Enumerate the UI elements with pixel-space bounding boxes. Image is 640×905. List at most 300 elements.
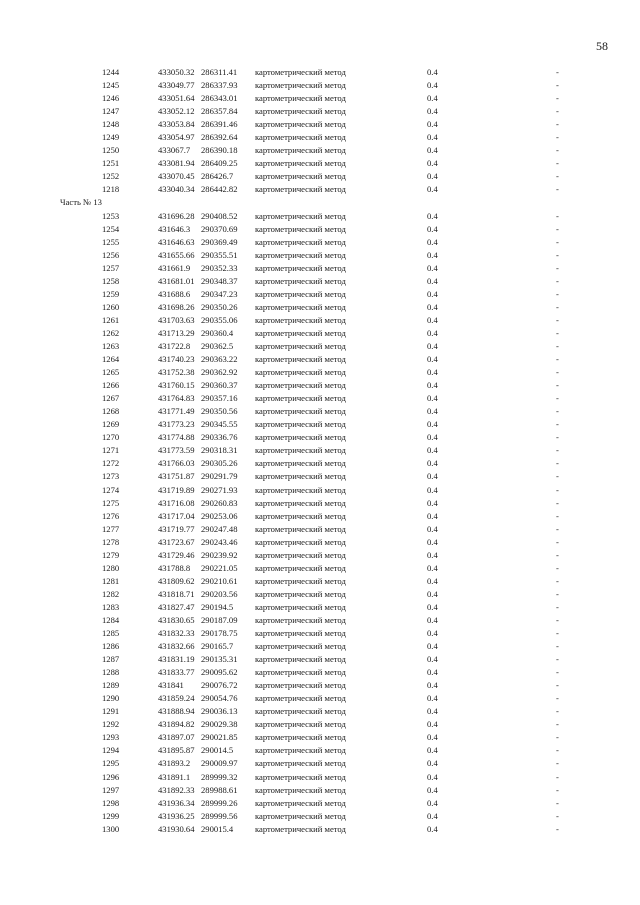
method-cell: картометрический метод: [255, 249, 346, 260]
table-row: [0, 731, 640, 744]
empty-cell-dash: -: [556, 536, 559, 547]
method-cell: картометрический метод: [255, 340, 346, 351]
method-cell: картометрический метод: [255, 536, 346, 547]
x-coordinate: 431719.89: [158, 484, 195, 495]
method-cell: картометрический метод: [255, 406, 346, 417]
empty-cell-dash: -: [556, 354, 559, 365]
accuracy-cell: 0.4: [427, 432, 438, 443]
point-number: 1278: [102, 536, 120, 547]
accuracy-cell: 0.4: [427, 667, 438, 678]
y-coordinate: 290029.38: [201, 719, 238, 730]
method-cell: картометрический метод: [255, 667, 346, 678]
accuracy-cell: 0.4: [427, 288, 438, 299]
y-coordinate: 290305.26: [201, 458, 238, 469]
empty-cell-dash: -: [556, 667, 559, 678]
y-coordinate: 290318.31: [201, 445, 238, 456]
y-coordinate: 290054.76: [201, 693, 238, 704]
accuracy-cell: 0.4: [427, 693, 438, 704]
y-coordinate: 286392.64: [201, 132, 238, 143]
accuracy-cell: 0.4: [427, 601, 438, 612]
y-coordinate: 290355.51: [201, 249, 238, 260]
y-coordinate: 290360.4: [201, 327, 234, 338]
x-coordinate: 433081.94: [158, 158, 195, 169]
x-coordinate: 431723.67: [158, 536, 195, 547]
accuracy-cell: 0.4: [427, 719, 438, 730]
method-cell: картометрический метод: [255, 771, 346, 782]
y-coordinate: 290352.33: [201, 262, 238, 273]
method-cell: картометрический метод: [255, 354, 346, 365]
x-coordinate: 433067.7: [158, 145, 191, 156]
table-row: [0, 314, 640, 327]
empty-cell-dash: -: [556, 784, 559, 795]
table-row: [0, 223, 640, 236]
table-row: [0, 405, 640, 418]
point-number: 1287: [102, 654, 120, 665]
method-cell: картометрический метод: [255, 575, 346, 586]
empty-cell-dash: -: [556, 628, 559, 639]
table-row: [0, 118, 640, 131]
point-number: 1297: [102, 784, 120, 795]
method-cell: картометрический метод: [255, 380, 346, 391]
method-cell: картометрический метод: [255, 458, 346, 469]
accuracy-cell: 0.4: [427, 562, 438, 573]
point-number: 1251: [102, 158, 120, 169]
accuracy-cell: 0.4: [427, 419, 438, 430]
empty-cell-dash: -: [556, 614, 559, 625]
x-coordinate: 431703.63: [158, 314, 195, 325]
empty-cell-dash: -: [556, 406, 559, 417]
empty-cell-dash: -: [556, 210, 559, 221]
x-coordinate: 431696.28: [158, 210, 195, 221]
point-number: 1263: [102, 340, 120, 351]
method-cell: картометрический метод: [255, 693, 346, 704]
method-cell: картометрический метод: [255, 588, 346, 599]
x-coordinate: 431773.23: [158, 419, 195, 430]
empty-cell-dash: -: [556, 706, 559, 717]
method-cell: картометрический метод: [255, 797, 346, 808]
y-coordinate: 286337.93: [201, 80, 238, 91]
y-coordinate: 289988.61: [201, 784, 238, 795]
method-cell: картометрический метод: [255, 523, 346, 534]
empty-cell-dash: -: [556, 288, 559, 299]
part-heading-row: [0, 196, 640, 209]
accuracy-cell: 0.4: [427, 706, 438, 717]
accuracy-cell: 0.4: [427, 184, 438, 195]
table-row: [0, 588, 640, 601]
empty-cell-dash: -: [556, 262, 559, 273]
empty-cell-dash: -: [556, 380, 559, 391]
table-row: [0, 536, 640, 549]
accuracy-cell: 0.4: [427, 614, 438, 625]
y-coordinate: 290336.76: [201, 432, 238, 443]
accuracy-cell: 0.4: [427, 628, 438, 639]
y-coordinate: 290009.97: [201, 758, 238, 769]
x-coordinate: 431740.23: [158, 354, 195, 365]
empty-cell-dash: -: [556, 132, 559, 143]
table-row: [0, 705, 640, 718]
x-coordinate: 431930.64: [158, 823, 195, 834]
method-cell: картометрический метод: [255, 471, 346, 482]
x-coordinate: 431818.71: [158, 588, 195, 599]
y-coordinate: 290360.37: [201, 380, 238, 391]
accuracy-cell: 0.4: [427, 784, 438, 795]
point-number: 1262: [102, 327, 120, 338]
empty-cell-dash: -: [556, 719, 559, 730]
table-row: [0, 549, 640, 562]
point-number: 1261: [102, 314, 120, 325]
y-coordinate: 286442.82: [201, 184, 238, 195]
accuracy-cell: 0.4: [427, 406, 438, 417]
accuracy-cell: 0.4: [427, 314, 438, 325]
x-coordinate: 431809.62: [158, 575, 195, 586]
method-cell: картометрический метод: [255, 745, 346, 756]
point-number: 1259: [102, 288, 120, 299]
accuracy-cell: 0.4: [427, 132, 438, 143]
x-coordinate: 433052.12: [158, 106, 195, 117]
point-number: 1267: [102, 393, 120, 404]
y-coordinate: 290076.72: [201, 680, 238, 691]
point-number: 1294: [102, 745, 120, 756]
accuracy-cell: 0.4: [427, 536, 438, 547]
empty-cell-dash: -: [556, 471, 559, 482]
x-coordinate: 431771.49: [158, 406, 195, 417]
y-coordinate: 290370.69: [201, 223, 238, 234]
y-coordinate: 290095.62: [201, 667, 238, 678]
method-cell: картометрический метод: [255, 732, 346, 743]
x-coordinate: 431688.6: [158, 288, 191, 299]
table-row: [0, 288, 640, 301]
method-cell: картометрический метод: [255, 706, 346, 717]
empty-cell-dash: -: [556, 106, 559, 117]
empty-cell-dash: -: [556, 641, 559, 652]
x-coordinate: 431832.33: [158, 628, 195, 639]
empty-cell-dash: -: [556, 67, 559, 77]
x-coordinate: 431788.8: [158, 562, 191, 573]
accuracy-cell: 0.4: [427, 262, 438, 273]
table-row: [0, 523, 640, 536]
point-number: 1280: [102, 562, 120, 573]
point-number: 1264: [102, 354, 120, 365]
y-coordinate: 290165.7: [201, 641, 234, 652]
accuracy-cell: 0.4: [427, 119, 438, 130]
method-cell: картометрический метод: [255, 614, 346, 625]
x-coordinate: 431661.9: [158, 262, 191, 273]
method-cell: картометрический метод: [255, 288, 346, 299]
method-cell: картометрический метод: [255, 314, 346, 325]
x-coordinate: 433050.32: [158, 67, 195, 77]
y-coordinate: 290194.5: [201, 601, 234, 612]
y-coordinate: 290357.16: [201, 393, 238, 404]
point-number: 1279: [102, 549, 120, 560]
table-row: [0, 510, 640, 523]
x-coordinate: 431892.33: [158, 784, 195, 795]
table-row: [0, 157, 640, 170]
accuracy-cell: 0.4: [427, 523, 438, 534]
y-coordinate: 286311.41: [201, 67, 238, 77]
accuracy-cell: 0.4: [427, 771, 438, 782]
table-row: [0, 484, 640, 497]
point-number: 1300: [102, 823, 120, 834]
y-coordinate: 289999.26: [201, 797, 238, 808]
x-coordinate: 433051.64: [158, 93, 195, 104]
empty-cell-dash: -: [556, 549, 559, 560]
accuracy-cell: 0.4: [427, 823, 438, 834]
y-coordinate: 290408.52: [201, 210, 238, 221]
table-row: [0, 653, 640, 666]
x-coordinate: 433070.45: [158, 171, 195, 182]
accuracy-cell: 0.4: [427, 106, 438, 117]
y-coordinate: 290135.31: [201, 654, 238, 665]
point-number: 1291: [102, 706, 120, 717]
point-number: 1218: [102, 184, 120, 195]
y-coordinate: 290348.37: [201, 275, 238, 286]
accuracy-cell: 0.4: [427, 732, 438, 743]
empty-cell-dash: -: [556, 797, 559, 808]
empty-cell-dash: -: [556, 249, 559, 260]
method-cell: картометрический метод: [255, 562, 346, 573]
empty-cell-dash: -: [556, 523, 559, 534]
y-coordinate: 290355.06: [201, 314, 238, 325]
point-number: 1282: [102, 588, 120, 599]
table-row: [0, 327, 640, 340]
point-number: 1273: [102, 471, 120, 482]
table-row: [0, 105, 640, 118]
point-number: 1286: [102, 641, 120, 652]
empty-cell-dash: -: [556, 393, 559, 404]
point-number: 1285: [102, 628, 120, 639]
table-row: [0, 92, 640, 105]
point-number: 1289: [102, 680, 120, 691]
y-coordinate: 290247.48: [201, 523, 238, 534]
x-coordinate: 431894.82: [158, 719, 195, 730]
x-coordinate: 431895.87: [158, 745, 195, 756]
accuracy-cell: 0.4: [427, 549, 438, 560]
accuracy-cell: 0.4: [427, 275, 438, 286]
table-row: [0, 810, 640, 823]
point-number: 1290: [102, 693, 120, 704]
y-coordinate: 290271.93: [201, 484, 238, 495]
page-number: 58: [596, 39, 608, 53]
method-cell: картометрический метод: [255, 367, 346, 378]
table-row: [0, 301, 640, 314]
x-coordinate: 431833.77: [158, 667, 195, 678]
table-row: [0, 379, 640, 392]
accuracy-cell: 0.4: [427, 588, 438, 599]
empty-cell-dash: -: [556, 654, 559, 665]
x-coordinate: 431751.87: [158, 471, 195, 482]
y-coordinate: 290243.46: [201, 536, 238, 547]
y-coordinate: 290021.85: [201, 732, 238, 743]
table-row: [0, 236, 640, 249]
x-coordinate: 431646.63: [158, 236, 195, 247]
point-number: 1245: [102, 80, 120, 91]
point-number: 1296: [102, 771, 120, 782]
point-number: 1293: [102, 732, 120, 743]
x-coordinate: 433054.97: [158, 132, 195, 143]
method-cell: картометрический метод: [255, 823, 346, 834]
point-number: 1292: [102, 719, 120, 730]
empty-cell-dash: -: [556, 458, 559, 469]
y-coordinate: 290362.92: [201, 367, 238, 378]
method-cell: картометрический метод: [255, 275, 346, 286]
x-coordinate: 431717.04: [158, 510, 195, 521]
table-row: [0, 431, 640, 444]
y-coordinate: 290178.75: [201, 628, 238, 639]
y-coordinate: 290014.5: [201, 745, 234, 756]
method-cell: картометрический метод: [255, 93, 346, 104]
accuracy-cell: 0.4: [427, 223, 438, 234]
table-row: [0, 601, 640, 614]
empty-cell-dash: -: [556, 301, 559, 312]
empty-cell-dash: -: [556, 732, 559, 743]
point-number: 1281: [102, 575, 120, 586]
x-coordinate: 431716.08: [158, 497, 195, 508]
accuracy-cell: 0.4: [427, 80, 438, 91]
method-cell: картометрический метод: [255, 419, 346, 430]
y-coordinate: 290345.55: [201, 419, 238, 430]
accuracy-cell: 0.4: [427, 301, 438, 312]
table-row: [0, 210, 640, 223]
empty-cell-dash: -: [556, 158, 559, 169]
x-coordinate: 431897.07: [158, 732, 195, 743]
table-row: [0, 66, 640, 79]
method-cell: картометрический метод: [255, 497, 346, 508]
table-row: [0, 249, 640, 262]
table-row: [0, 757, 640, 770]
point-number: 1252: [102, 171, 120, 182]
point-number: 1244: [102, 67, 120, 77]
method-cell: картометрический метод: [255, 654, 346, 665]
accuracy-cell: 0.4: [427, 484, 438, 495]
empty-cell-dash: -: [556, 497, 559, 508]
x-coordinate: 431841: [158, 680, 184, 691]
x-coordinate: 431832.66: [158, 641, 195, 652]
accuracy-cell: 0.4: [427, 354, 438, 365]
point-number: 1269: [102, 419, 120, 430]
accuracy-cell: 0.4: [427, 745, 438, 756]
table-row: [0, 744, 640, 757]
coordinates-table: [0, 66, 640, 836]
table-row: [0, 366, 640, 379]
accuracy-cell: 0.4: [427, 67, 438, 77]
x-coordinate: 431936.25: [158, 810, 195, 821]
method-cell: картометрический метод: [255, 132, 346, 143]
y-coordinate: 290203.56: [201, 588, 238, 599]
y-coordinate: 286390.18: [201, 145, 238, 156]
accuracy-cell: 0.4: [427, 445, 438, 456]
x-coordinate: 431752.38: [158, 367, 195, 378]
table-row: [0, 497, 640, 510]
x-coordinate: 431830.65: [158, 614, 195, 625]
table-row: [0, 614, 640, 627]
empty-cell-dash: -: [556, 367, 559, 378]
y-coordinate: 290362.5: [201, 340, 234, 351]
part-heading: Часть № 13: [60, 197, 102, 208]
x-coordinate: 431893.2: [158, 758, 191, 769]
y-coordinate: 286426.7: [201, 171, 234, 182]
y-coordinate: 290260.83: [201, 497, 238, 508]
point-number: 1248: [102, 119, 120, 130]
table-row: [0, 771, 640, 784]
point-number: 1295: [102, 758, 120, 769]
y-coordinate: 290187.09: [201, 614, 238, 625]
y-coordinate: 290363.22: [201, 354, 238, 365]
accuracy-cell: 0.4: [427, 249, 438, 260]
point-number: 1253: [102, 210, 120, 221]
point-number: 1257: [102, 262, 120, 273]
table-row: [0, 718, 640, 731]
table-row: [0, 692, 640, 705]
point-number: 1258: [102, 275, 120, 286]
table-row: [0, 797, 640, 810]
method-cell: картометрический метод: [255, 484, 346, 495]
accuracy-cell: 0.4: [427, 210, 438, 221]
empty-cell-dash: -: [556, 445, 559, 456]
method-cell: картометрический метод: [255, 784, 346, 795]
method-cell: картометрический метод: [255, 549, 346, 560]
empty-cell-dash: -: [556, 80, 559, 91]
empty-cell-dash: -: [556, 680, 559, 691]
accuracy-cell: 0.4: [427, 380, 438, 391]
method-cell: картометрический метод: [255, 171, 346, 182]
x-coordinate: 431719.77: [158, 523, 195, 534]
x-coordinate: 431646.3: [158, 223, 191, 234]
empty-cell-dash: -: [556, 93, 559, 104]
table-row: [0, 444, 640, 457]
x-coordinate: 431681.01: [158, 275, 195, 286]
point-number: 1272: [102, 458, 120, 469]
method-cell: картометрический метод: [255, 601, 346, 612]
method-cell: картометрический метод: [255, 810, 346, 821]
method-cell: картометрический метод: [255, 119, 346, 130]
accuracy-cell: 0.4: [427, 758, 438, 769]
method-cell: картометрический метод: [255, 80, 346, 91]
x-coordinate: 431859.24: [158, 693, 195, 704]
method-cell: картометрический метод: [255, 327, 346, 338]
method-cell: картометрический метод: [255, 510, 346, 521]
method-cell: картометрический метод: [255, 158, 346, 169]
table-row: [0, 784, 640, 797]
table-row: [0, 823, 640, 836]
empty-cell-dash: -: [556, 693, 559, 704]
empty-cell-dash: -: [556, 327, 559, 338]
x-coordinate: 431891.1: [158, 771, 191, 782]
empty-cell-dash: -: [556, 510, 559, 521]
x-coordinate: 431655.66: [158, 249, 195, 260]
y-coordinate: 290347.23: [201, 288, 238, 299]
method-cell: картометрический метод: [255, 680, 346, 691]
y-coordinate: 290350.26: [201, 301, 238, 312]
empty-cell-dash: -: [556, 758, 559, 769]
table-row: [0, 562, 640, 575]
point-number: 1246: [102, 93, 120, 104]
table-row: [0, 170, 640, 183]
y-coordinate: 290369.49: [201, 236, 238, 247]
x-coordinate: 431760.15: [158, 380, 195, 391]
accuracy-cell: 0.4: [427, 797, 438, 808]
empty-cell-dash: -: [556, 810, 559, 821]
method-cell: картометрический метод: [255, 445, 346, 456]
y-coordinate: 286343.01: [201, 93, 238, 104]
table-row: [0, 275, 640, 288]
y-coordinate: 290291.79: [201, 471, 238, 482]
point-number: 1271: [102, 445, 120, 456]
method-cell: картометрический метод: [255, 719, 346, 730]
point-number: 1270: [102, 432, 120, 443]
point-number: 1255: [102, 236, 120, 247]
x-coordinate: 431773.59: [158, 445, 195, 456]
method-cell: картометрический метод: [255, 67, 346, 77]
